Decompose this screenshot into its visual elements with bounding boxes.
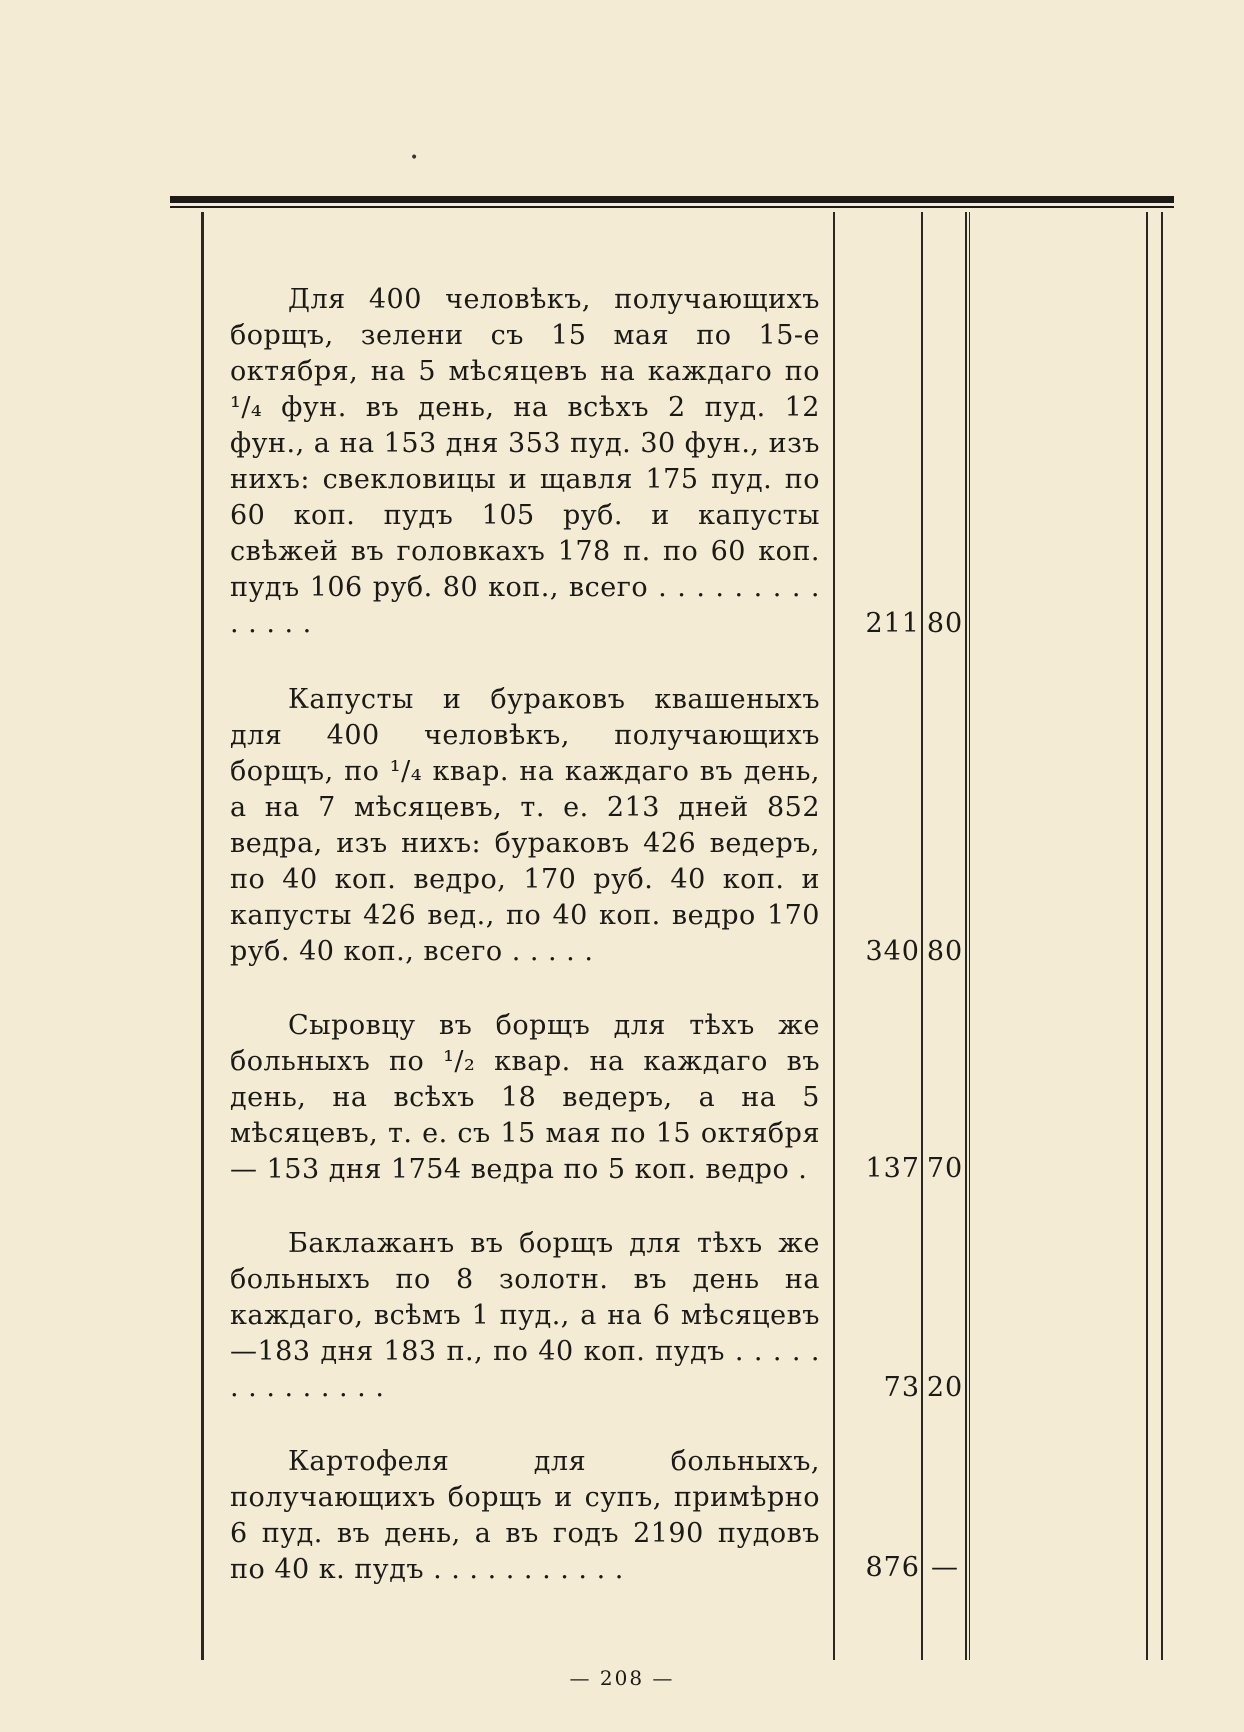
entry-rubles: 73 [883, 1372, 920, 1403]
header-rule [170, 196, 1174, 203]
ledger-entry [230, 282, 820, 642]
entry-text: Капусты и бураковъ квашеныхъ для 400 человѣкъ, получающихъ борщъ, по ¹/₄ квар. на каждаго въ день, а на 7 мѣсяцевъ, т. е. 213 дней 852 ведра, изъ нихъ: бураковъ 426 ведеръ, по 40 коп. ведро, 170 руб. 40 коп. и капусты 426 вед., по 40 коп. ведро 170 руб. 40 коп., всего . . . . . [230, 684, 820, 967]
entry-kopecks: 20 [926, 1372, 964, 1403]
entry-kopecks: — [931, 1552, 959, 1583]
column-rule-kopecks-inner [969, 212, 970, 1660]
entry-kopecks: 80 [926, 608, 964, 639]
entry-rubles: 211 [865, 608, 920, 639]
header-rule-thin [170, 206, 1174, 208]
column-rule-left [201, 212, 204, 1660]
column-rule-rubles [921, 212, 923, 1660]
entry-text: Сыровцу въ борщъ для тѣхъ же больныхъ по ¹/₂ квар. на каждаго въ день, на всѣхъ 18 ведеръ, а на 5 мѣсяцевъ, т. е. съ 15 мая по 15 октября— 153 дня 1754 ведра по 5 коп. ведро . [230, 1010, 820, 1185]
entry-rubles: 340 [865, 936, 920, 967]
entry-rubles: 137 [865, 1153, 920, 1184]
entry-text: Для 400 человѣкъ, получающихъ борщъ, зелени съ 15 мая по 15-е октября, на 5 мѣсяцевъ на каждаго по ¹/₄ фун. въ день, на всѣхъ 2 пуд. 12 фун., а на 153 дня 353 пуд. 30 фун., изъ нихъ: свекловицы и щавля 175 пуд. по 60 коп. пудъ 105 руб. и капусты свѣжей въ головкахъ 178 п. по 60 коп. пудъ 106 руб. 80 коп., всего . . . . . . . . . . . . . . [230, 284, 820, 639]
entry-text: Картофеля для больныхъ, получающихъ борщъ и супъ, примѣрно 6 пуд. въ день, а въ годъ 2190 пудовъ по 40 к. пудъ . . . . . . . . . . . [230, 1446, 820, 1585]
column-rule-kopecks [965, 212, 967, 1660]
column-rule-right [1146, 212, 1148, 1660]
column-rule-right-outer [1161, 212, 1163, 1660]
ledger-entry [230, 682, 820, 970]
entry-kopecks: 70 [926, 1153, 964, 1184]
print-mark: • [410, 150, 419, 166]
ledger-entry [230, 1008, 820, 1188]
entry-kopecks: 80 [926, 936, 964, 967]
ledger-entry [230, 1444, 820, 1588]
column-rule-text [833, 212, 835, 1660]
entry-text: Баклажанъ въ борщъ для тѣхъ же больныхъ по 8 золотн. въ день на каждаго, всѣмъ 1 пуд., а на 6 мѣсяцевъ—183 дня 183 п., по 40 коп. пудъ . . . . . . . . . . . . . . [230, 1228, 820, 1403]
page-number: — 208 — [569, 1666, 675, 1690]
entry-rubles: 876 [865, 1552, 920, 1583]
ledger-entry [230, 1226, 820, 1406]
